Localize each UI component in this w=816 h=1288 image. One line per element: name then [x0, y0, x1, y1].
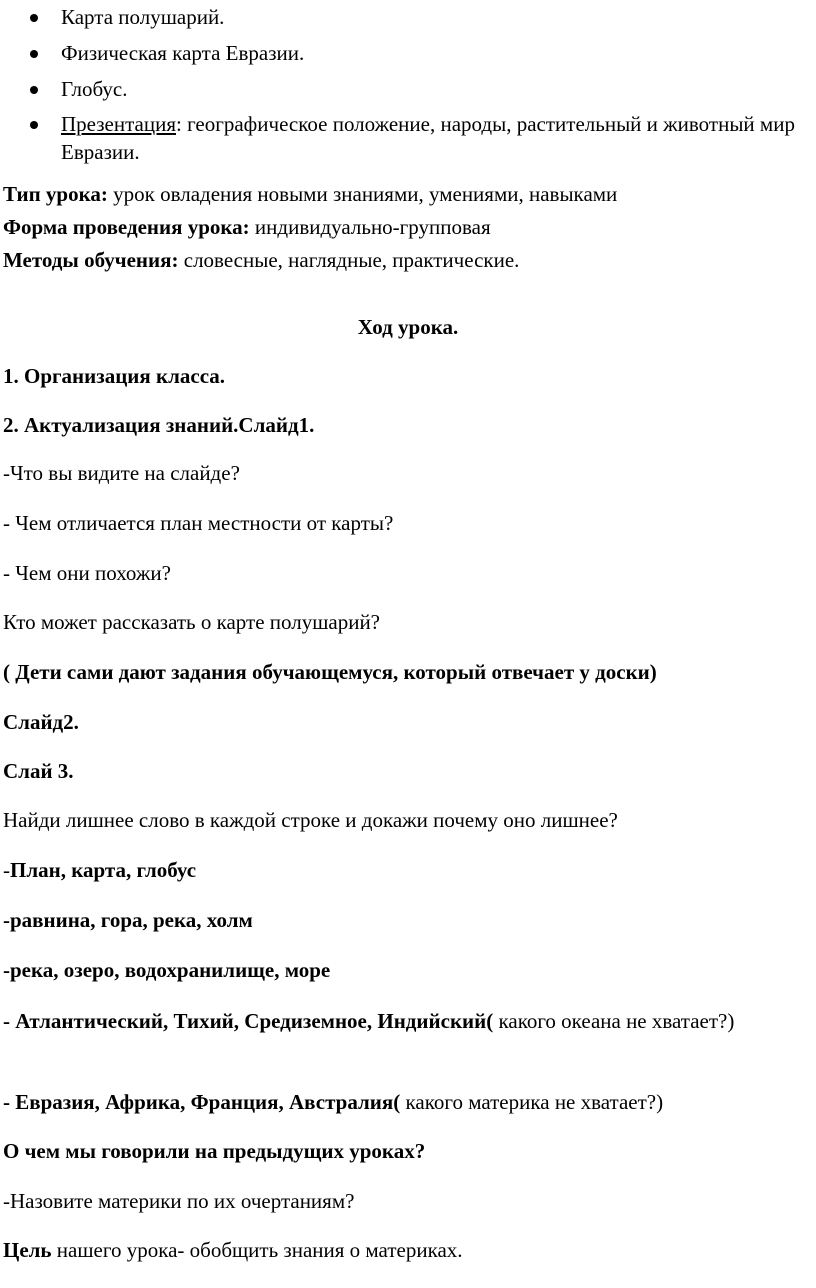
list-item-text: : географическое положение, народы, растительный и животный мир Евразии. — [61, 112, 795, 164]
question: - Чем отличается план местности от карты? — [3, 511, 394, 535]
presentation-link[interactable]: Презентация — [61, 112, 176, 136]
list-item — [0, 74, 800, 104]
review-question: О чем мы говорили на предыдущих уроках? — [3, 1139, 426, 1163]
kids-task-note: ( Дети сами дают задания обучающемуся, который отвечает у доски) — [3, 660, 657, 684]
teaching-methods-value: словесные, наглядные, практические. — [178, 248, 520, 272]
slide-label: Слай 3. — [3, 759, 74, 783]
word-row: - Евразия, Африка, Франция, Австралия( какого материка не хватает?) — [3, 1090, 664, 1114]
slide-label: Слайд2. — [3, 710, 79, 734]
list-item-text: Глобус. — [61, 77, 128, 101]
bullet-icon — [30, 121, 38, 129]
teaching-methods — [3, 246, 808, 274]
lesson-form-label: Форма проведения урока: — [3, 215, 250, 239]
word-row: -равнина, гора, река, холм — [3, 908, 253, 932]
list-item — [0, 38, 800, 68]
lesson-type — [3, 180, 808, 208]
lesson-form-value: индивидуально-групповая — [249, 215, 491, 239]
list-item-text: Физическая карта Евразии. — [61, 41, 305, 65]
section-title: Ход урока. — [357, 315, 459, 339]
list-item-text: Карта полушарий. — [61, 5, 225, 29]
question: -Назовите материки по их очертаниям? — [3, 1189, 355, 1213]
word-row: - Атлантический, Тихий, Средиземное, Индийский( какого океана не хватает?) — [3, 1009, 735, 1033]
materials-list — [0, 2, 800, 172]
bullet-icon — [30, 50, 38, 58]
list-item — [0, 2, 800, 32]
lesson-type-label: Тип урока: — [3, 182, 108, 206]
step-heading: 2. Актуализация знаний.Слайд1. — [3, 413, 315, 437]
lesson-goal — [3, 1236, 808, 1264]
list-item — [0, 110, 800, 166]
task-instruction: Найди лишнее слово в каждой строке и докажи почему оно лишнее? — [3, 808, 618, 832]
goal-label: Цель — [3, 1238, 52, 1262]
step-heading: 1. Организация класса. — [3, 364, 226, 388]
lesson-type-value: урок овладения новыми знаниями, умениями, навыками — [107, 182, 618, 206]
bullet-icon — [30, 14, 38, 22]
teaching-methods-label: Методы обучения: — [3, 248, 179, 272]
question: -Что вы видите на слайде? — [3, 461, 240, 485]
word-row: -река, озеро, водохранилище, море — [3, 958, 331, 982]
question: - Чем они похожи? — [3, 561, 171, 585]
question: Кто может рассказать о карте полушарий? — [3, 610, 381, 634]
lesson-form — [3, 213, 808, 241]
word-row: -План, карта, глобус — [3, 858, 197, 882]
bullet-icon — [30, 86, 38, 94]
goal-value: нашего урока- обобщить знания о материках. — [51, 1238, 463, 1262]
